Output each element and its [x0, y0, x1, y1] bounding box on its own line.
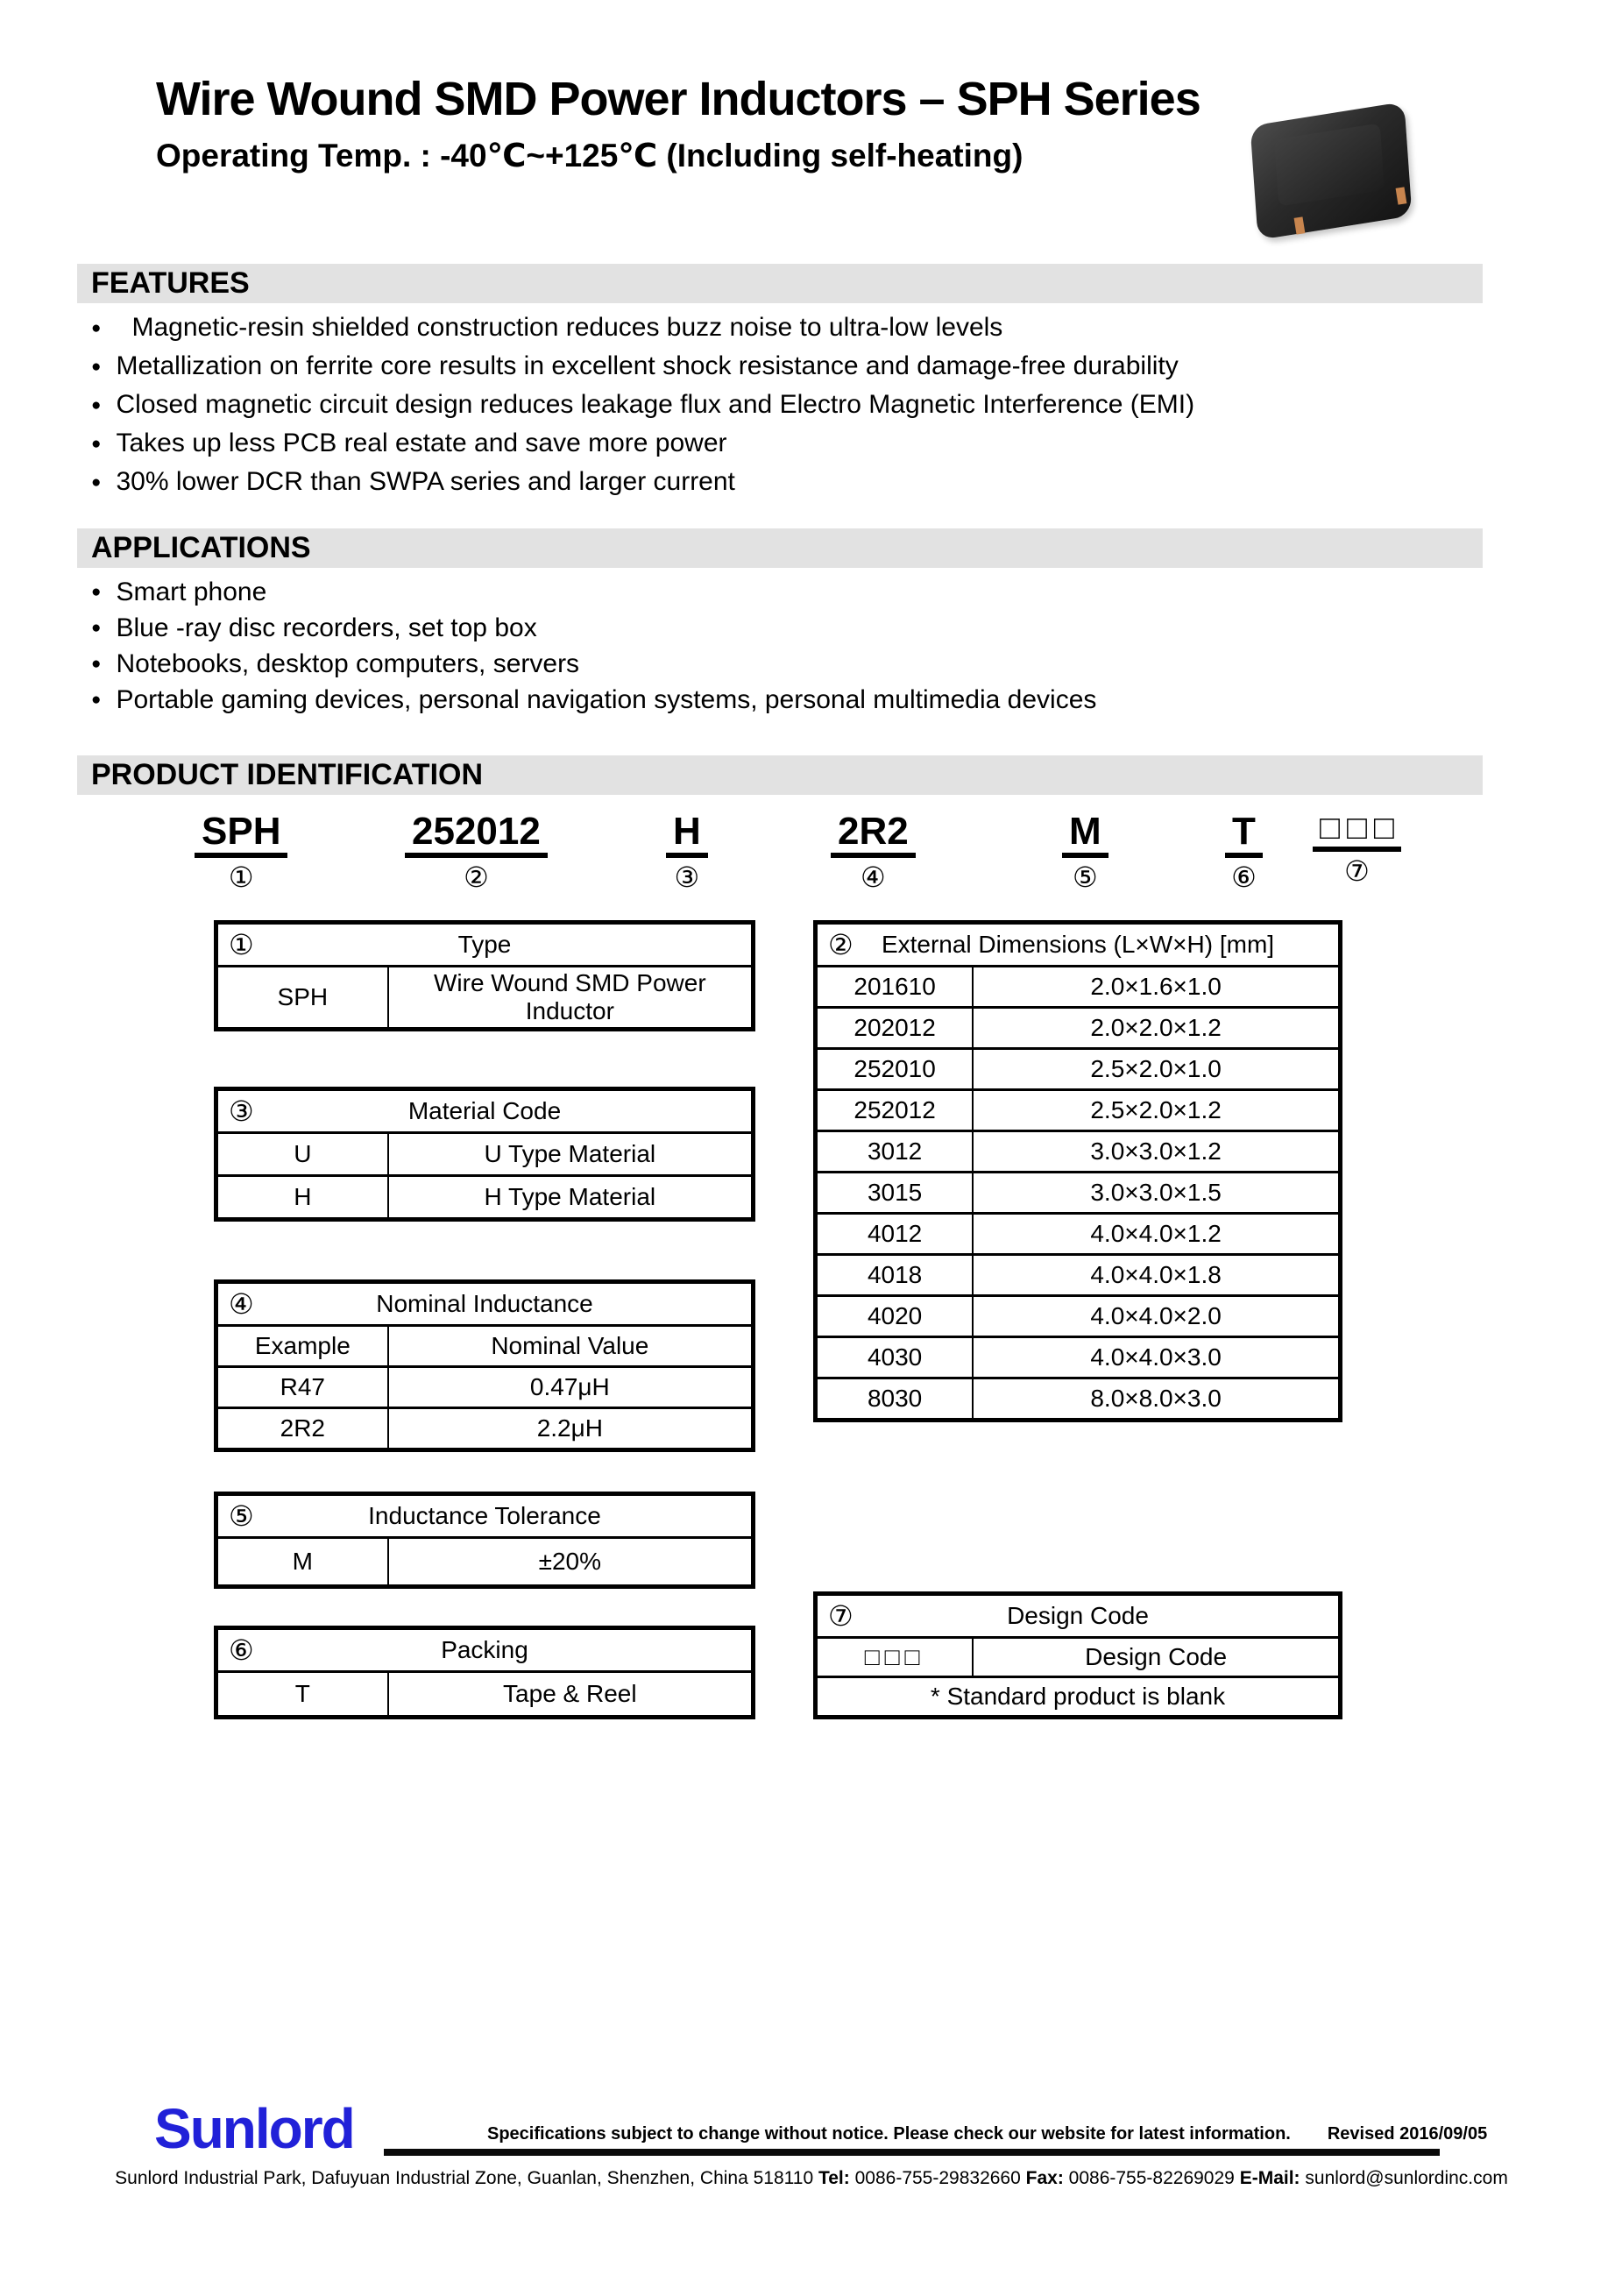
table-cell: 0.47μH	[388, 1367, 754, 1408]
table-cell: 2R2	[216, 1408, 388, 1450]
part-code: SPH	[195, 811, 287, 858]
table-cell: 4.0×4.0×3.0	[973, 1337, 1340, 1378]
tel-label: Tel:	[818, 2168, 850, 2188]
list-item-text: Blue -ray disc recorders, set top box	[116, 613, 537, 642]
ref-4-icon: ④	[229, 1287, 254, 1321]
table-row	[216, 1367, 754, 1408]
part-number-row	[0, 811, 1622, 907]
list-item-text: Smart phone	[116, 577, 267, 606]
table-cell: R47	[216, 1367, 388, 1408]
revised-date: Revised 2016/09/05	[1327, 2124, 1488, 2144]
table-cell: □□□	[816, 1638, 974, 1677]
bullet-icon: ●	[91, 434, 102, 453]
table-cell: 2.5×2.0×1.0	[973, 1049, 1340, 1090]
part-ref-number: ④	[861, 860, 886, 894]
table-cell: H Type Material	[388, 1176, 754, 1220]
table-cell: 4.0×4.0×1.2	[973, 1214, 1340, 1255]
list-item-text: Closed magnetic circuit design reduces leakage flux and Electro Magnetic Interference (EMI)	[116, 390, 1195, 419]
list-item-text: 30% lower DCR than SWPA series and larger current	[116, 467, 735, 496]
design-code-table-title: Design Code	[1007, 1602, 1149, 1629]
list-item	[91, 610, 1458, 646]
bullet-icon: ●	[91, 691, 102, 709]
table-cell: Example	[216, 1326, 388, 1367]
external-dimensions-table	[813, 920, 1342, 1422]
material-code-table-title: Material Code	[407, 1097, 562, 1124]
table-cell: U	[216, 1133, 388, 1176]
list-item	[91, 424, 1458, 463]
table-cell: H	[216, 1176, 388, 1220]
design-code-note: * Standard product is blank	[816, 1677, 1341, 1718]
type-table-title: Type	[457, 931, 512, 958]
table-cell: 3015	[816, 1173, 974, 1214]
part-number-segment	[405, 811, 548, 894]
table-cell: Nominal Value	[388, 1326, 754, 1367]
table-cell: 201610	[816, 967, 974, 1008]
table-cell: 252010	[816, 1049, 974, 1090]
bullet-icon: ●	[91, 357, 102, 376]
table-cell: 2.5×2.0×1.2	[973, 1090, 1340, 1131]
part-number-segment	[831, 811, 916, 894]
ref-6-icon: ⑥	[229, 1633, 254, 1667]
type-table	[214, 920, 755, 1031]
table-row	[816, 1638, 1341, 1677]
design-code-note-row	[816, 1677, 1341, 1718]
table-cell: 4.0×4.0×1.8	[973, 1255, 1340, 1296]
bullet-icon: ●	[91, 619, 102, 637]
table-row	[216, 1133, 754, 1176]
company-address	[77, 2168, 1546, 2189]
part-ref-number: ⑦	[1344, 854, 1370, 889]
table-row	[216, 1408, 754, 1450]
bullet-icon: ●	[91, 395, 102, 415]
table-cell: 252012	[816, 1090, 974, 1131]
part-code: M	[1062, 811, 1108, 858]
bullet-icon: ●	[91, 655, 102, 673]
table-row	[216, 967, 754, 1030]
table-cell: 3012	[816, 1131, 974, 1173]
list-item-text: Portable gaming devices, personal navigation systems, personal multimedia devices	[116, 684, 1097, 714]
bullet-icon: ●	[91, 318, 102, 337]
table-row	[816, 1090, 1341, 1131]
part-number-segment	[195, 811, 287, 894]
product-photo	[1241, 103, 1434, 257]
table-cell: 8030	[816, 1378, 974, 1421]
table-cell: Wire Wound SMD Power Inductor	[388, 967, 754, 1030]
table-cell: 4020	[816, 1296, 974, 1337]
page-title: Wire Wound SMD Power Inductors – SPH Series	[156, 73, 1201, 125]
list-item-text: Metallization on ferrite core results in excellent shock resistance and damage-free durability	[116, 351, 1179, 380]
fax-label: Fax:	[1025, 2168, 1064, 2188]
table-row	[216, 1176, 754, 1220]
ref-3-icon: ③	[229, 1095, 254, 1128]
list-item	[91, 574, 1458, 610]
footer-divider	[384, 2149, 1440, 2156]
disclaimer-text: Specifications subject to change without notice. Please check our website for latest information.	[487, 2124, 1291, 2144]
table-row	[216, 1672, 754, 1718]
product-identification-heading: PRODUCT IDENTIFICATION	[77, 755, 1483, 795]
list-item	[91, 347, 1458, 386]
table-row	[816, 967, 1341, 1008]
list-item	[91, 682, 1458, 718]
table-cell: M	[216, 1538, 388, 1587]
part-ref-number: ③	[674, 860, 700, 894]
nominal-inductance-table-title: Nominal Inductance	[376, 1290, 593, 1317]
ref-7-icon: ⑦	[828, 1599, 853, 1633]
ref-2-icon: ②	[828, 928, 853, 961]
table-row	[816, 1131, 1341, 1173]
external-dimensions-table-title: External Dimensions (L×W×H) [mm]	[881, 931, 1275, 958]
table-cell: 2.0×1.6×1.0	[973, 967, 1340, 1008]
table-cell: 2.0×2.0×1.2	[973, 1008, 1340, 1049]
tel-number: 0086-755-29832660	[854, 2168, 1021, 2188]
email-label: E-Mail:	[1239, 2168, 1300, 2188]
table-row	[816, 1173, 1341, 1214]
table-row	[816, 1008, 1341, 1049]
packing-table	[214, 1626, 755, 1719]
table-row	[816, 1255, 1341, 1296]
table-cell: 3.0×3.0×1.2	[973, 1131, 1340, 1173]
bullet-icon: ●	[91, 472, 102, 492]
table-row	[816, 1296, 1341, 1337]
part-code: T	[1225, 811, 1263, 858]
address-location: Sunlord Industrial Park, Dafuyuan Industrial Zone, Guanlan, Shenzhen, China 518110	[115, 2168, 814, 2188]
table-cell: 2.2μH	[388, 1408, 754, 1450]
table-cell: SPH	[216, 967, 388, 1030]
table-row	[216, 1538, 754, 1587]
part-number-segment	[1062, 811, 1108, 894]
table-cell: 3.0×3.0×1.5	[973, 1173, 1340, 1214]
ref-5-icon: ⑤	[229, 1499, 254, 1533]
applications-list	[91, 574, 1458, 718]
part-number-segment	[1313, 811, 1401, 888]
list-item	[91, 463, 1458, 501]
table-row	[216, 1326, 754, 1367]
part-code: H	[666, 811, 708, 858]
list-item-text: Takes up less PCB real estate and save more power	[116, 429, 727, 457]
table-cell: 4018	[816, 1255, 974, 1296]
table-row	[816, 1214, 1341, 1255]
list-item	[91, 386, 1458, 424]
table-row	[816, 1337, 1341, 1378]
table-cell: U Type Material	[388, 1133, 754, 1176]
table-cell: Tape & Reel	[388, 1672, 754, 1718]
part-number-segment	[1225, 811, 1263, 894]
material-code-table	[214, 1087, 755, 1222]
inductance-tolerance-table-title: Inductance Tolerance	[368, 1502, 601, 1529]
part-code: □□□	[1313, 811, 1401, 852]
list-item	[91, 308, 1458, 347]
part-number-segment	[666, 811, 708, 894]
table-cell: 4030	[816, 1337, 974, 1378]
list-item-text: Magnetic-resin shielded construction reduces buzz noise to ultra-low levels	[131, 313, 1003, 342]
sunlord-logo: Sunlord	[154, 2097, 354, 2160]
table-row	[816, 1049, 1341, 1090]
part-code: 2R2	[831, 811, 916, 858]
packing-table-title: Packing	[441, 1636, 528, 1663]
table-cell: 202012	[816, 1008, 974, 1049]
features-list	[91, 308, 1458, 501]
table-cell: ±20%	[388, 1538, 754, 1587]
list-item-text: Notebooks, desktop computers, servers	[116, 648, 580, 678]
inductance-tolerance-table	[214, 1492, 755, 1589]
features-heading: FEATURES	[77, 264, 1483, 303]
part-ref-number: ①	[228, 860, 254, 894]
email-value: sunlord@sunlordinc.com	[1305, 2168, 1508, 2188]
table-cell: T	[216, 1672, 388, 1718]
fax-number: 0086-755-82269029	[1068, 2168, 1235, 2188]
part-ref-number: ②	[464, 860, 489, 894]
nominal-inductance-table	[214, 1279, 755, 1452]
part-code: 252012	[405, 811, 548, 858]
design-code-table	[813, 1591, 1342, 1719]
part-ref-number: ⑤	[1072, 860, 1098, 894]
operating-temp-subtitle: Operating Temp. : -40℃~+125℃ (Including self-heating)	[156, 138, 1023, 174]
table-row	[816, 1378, 1341, 1421]
table-cell: 4012	[816, 1214, 974, 1255]
applications-heading: APPLICATIONS	[77, 528, 1483, 568]
part-ref-number: ⑥	[1231, 860, 1257, 894]
disclaimer-line	[487, 2124, 1487, 2144]
ref-1-icon: ①	[229, 928, 254, 961]
list-item	[91, 646, 1458, 682]
table-cell: Design Code	[973, 1638, 1340, 1677]
table-cell: 8.0×8.0×3.0	[973, 1378, 1340, 1421]
table-cell: 4.0×4.0×2.0	[973, 1296, 1340, 1337]
bullet-icon: ●	[91, 583, 102, 601]
